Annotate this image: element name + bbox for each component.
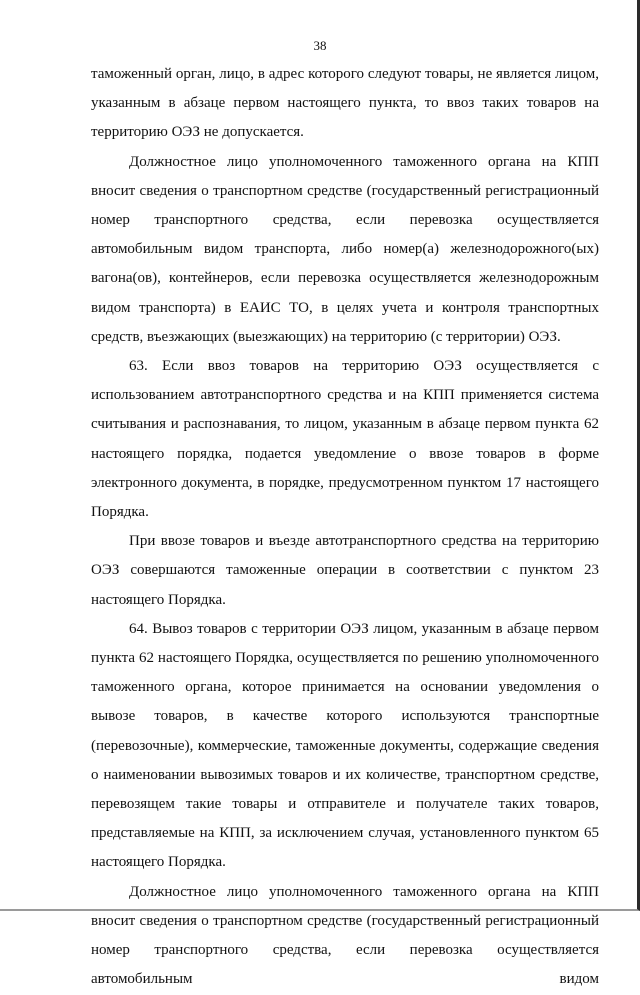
paragraph-1: таможенный орган, лицо, в адрес которого следуют товары, не является лицом, указанным в абзаце первом настоящего пункта, то ввоз таких товаров на территорию ОЭЗ не допускается. xyxy=(91,66,599,141)
paragraph-2: Должностное лицо уполномоченного таможенного органа на КПП вносит сведения о транспортном средстве (государственный регистрационный номер транспортного средства, если перевозка осуществляется автомобильным видом транспорта, либо номер(а) железнодорожного(ых) вагона(ов), контейнеров, если перевозка осуществляется железнодорожным видом транспорта) в ЕАИС ТО, в целях учета и контроля транспортных средств, въезжающих (выезжающих) на территорию (с территории) ОЭЗ. xyxy=(91,153,599,345)
paragraph-6: Должностное лицо уполномоченного таможенного органа на КПП вносит сведения о транспортном средстве (государственный регистрационный номер транспортного средства, если перевозка осуществляется автомобильным видом xyxy=(91,883,599,988)
paragraph-5-item-64: 64. Вывоз товаров с территории ОЭЗ лицом, указанным в абзаце первом пункта 62 настоящего Порядка, осуществляется по решению уполномоченного таможенного органа, которое принимается на основании уведомления о вывозе товаров, в качестве которого используются транспортные (перевозочные), коммерческие, таможенные документы, содержащие сведения о наименовании вывозимых товаров и их количестве, транспортном средстве, перевозящем такие товары и отправителе и получателе таких товаров, представляемые на КПП, за исключением случая, установленного пунктом 65 настоящего Порядка. xyxy=(91,620,599,871)
paragraph-4: При ввозе товаров и въезде автотранспортного средства на территорию ОЭЗ совершаются таможенные операции в соответствии с пунктом 23 настоящего Порядка. xyxy=(91,533,599,608)
page-number: 38 xyxy=(313,38,327,53)
paragraph-3-item-63: 63. Если ввоз товаров на территорию ОЭЗ осуществляется с использованием автотранспортного средства и на КПП применяется система считывания и распознавания, то лицом, указанным в абзаце первом пункта 62 настоящего порядка, подается уведомление о ввозе товаров в форме электронного документа, в порядке, предусмотренном пунктом 17 настоящего Порядка. xyxy=(91,358,599,521)
document-body xyxy=(91,60,599,995)
